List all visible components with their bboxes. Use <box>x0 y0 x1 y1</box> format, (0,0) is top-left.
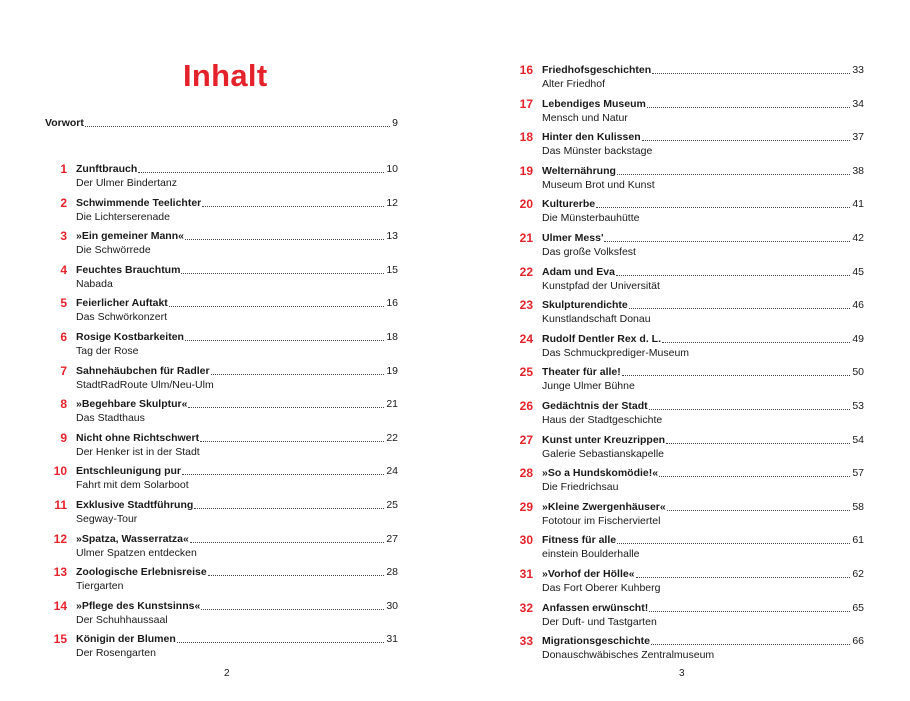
toc-page-number: 46 <box>852 299 864 312</box>
toc-page-number: 45 <box>852 265 864 278</box>
toc-entry-title: Schwimmende Teelichter <box>76 196 202 209</box>
toc-entry[interactable] <box>45 531 398 561</box>
page-number-left: 2 <box>224 668 230 679</box>
toc-entry-title: Rudolf Dentler Rex d. L. <box>542 332 662 345</box>
toc-entry-subtitle: Das Schmuckprediger-Museum <box>542 346 690 359</box>
toc-entry-title: Gedächtnis der Stadt <box>542 400 648 412</box>
toc-entry-subtitle: Die Münsterbauhütte <box>542 212 640 225</box>
toc-page-number: 30 <box>386 599 398 612</box>
toc-entry-number: 3 <box>60 229 67 244</box>
toc-entry-line <box>76 295 398 311</box>
toc-page-number: 41 <box>852 198 864 211</box>
toc-entry-title: »Pflege des Kunstsinns« <box>76 599 201 612</box>
toc-entry-title: Nicht ohne Richtschwert <box>76 431 200 444</box>
leader-dots <box>185 340 384 341</box>
leader-dots <box>622 375 851 376</box>
toc-entry-line <box>542 196 864 212</box>
toc-page-number: 42 <box>852 232 864 244</box>
toc-entry-title: Vorwort <box>45 117 84 129</box>
toc-entry-line <box>76 329 398 345</box>
toc-entry-subtitle: Kunstpfad der Universität <box>542 279 660 292</box>
toc-entry-number: 32 <box>519 600 533 615</box>
toc-entry-number: 8 <box>60 397 67 412</box>
toc-page-number: 13 <box>386 230 398 243</box>
toc-entry-number: 23 <box>519 298 533 313</box>
toc-page-number: 24 <box>386 465 398 478</box>
leader-dots <box>662 342 850 343</box>
toc-entry-number: 9 <box>60 430 67 445</box>
toc-entry-subtitle: Donauschwäbisches Zentralmuseum <box>542 649 715 662</box>
toc-page-number: 28 <box>386 566 398 579</box>
toc-entry-line <box>542 264 864 280</box>
toc-entry-title: Friedhofsgeschichten <box>542 64 652 76</box>
toc-entry-number: 14 <box>53 598 67 613</box>
toc-entry-line <box>542 62 864 78</box>
toc-entry-number: 21 <box>519 231 533 245</box>
toc-entry-line <box>542 398 864 414</box>
toc-entry-line <box>76 228 398 244</box>
toc-entry[interactable] <box>511 432 864 462</box>
toc-entry[interactable] <box>511 264 864 294</box>
toc-entry[interactable] <box>511 633 864 663</box>
toc-entry-line <box>76 631 398 647</box>
toc-entry-line <box>76 430 398 446</box>
toc-entry-subtitle: Mensch und Natur <box>542 111 628 124</box>
toc-page-number: 61 <box>852 534 864 547</box>
toc-entry-number: 12 <box>53 531 67 546</box>
toc-entry-subtitle: Fototour im Fischerviertel <box>542 514 661 527</box>
leader-dots <box>616 275 850 276</box>
leader-dots <box>211 374 385 375</box>
toc-entry-subtitle: Die Lichterserenade <box>76 210 170 223</box>
toc-entry-subtitle: Die Schwörrede <box>76 244 151 257</box>
leader-dots <box>649 409 851 410</box>
toc-entry-subtitle: Der Duft- und Tastgarten <box>542 615 657 628</box>
toc-page-number: 38 <box>852 164 864 177</box>
toc-entry-subtitle: Fahrt mit dem Solarboot <box>76 479 189 492</box>
toc-entry-number: 29 <box>519 499 533 514</box>
toc-entry-subtitle: Der Rosengarten <box>76 647 156 660</box>
toc-page-number: 65 <box>852 601 864 614</box>
toc-entry[interactable] <box>511 331 864 361</box>
toc-entry[interactable] <box>45 262 398 292</box>
toc-entry-number: 17 <box>519 96 533 111</box>
toc-entry-title: »Begehbare Skulptur« <box>76 398 188 411</box>
toc-entry-number: 1 <box>60 162 67 176</box>
toc-entry-number: 2 <box>60 195 67 210</box>
toc-entry-title: »Vorhof der Hölle« <box>542 568 635 580</box>
right-page <box>455 0 910 701</box>
leader-dots <box>200 441 384 442</box>
toc-entry-line <box>542 432 864 448</box>
toc-entry[interactable] <box>45 228 398 258</box>
leader-dots <box>647 107 850 108</box>
toc-entry-subtitle: Ulmer Spatzen entdecken <box>76 546 197 559</box>
toc-entry-title: Exklusive Stadtführung <box>76 499 194 511</box>
toc-entry-subtitle: einstein Boulderhalle <box>542 548 640 561</box>
toc-entry[interactable] <box>45 396 398 426</box>
toc-entry-line <box>542 364 864 380</box>
toc-entry-line <box>76 396 398 412</box>
toc-entry-subtitle: Das Fort Oberer Kuhberg <box>542 582 661 594</box>
toc-entry-line <box>542 96 864 112</box>
toc-page-number: 10 <box>386 163 398 175</box>
toc-entry-title: Migrationsgeschichte <box>542 635 650 648</box>
toc-entry-title: Fitness für alle <box>542 534 617 547</box>
toc-page-number: 50 <box>852 366 864 379</box>
toc-entry-number: 28 <box>519 466 533 481</box>
toc-entry-number: 25 <box>519 365 533 380</box>
leader-dots <box>666 443 850 444</box>
toc-entry-title: »Ein gemeiner Mann« <box>76 230 184 243</box>
toc-page-number: 12 <box>386 196 398 209</box>
toc-entry-subtitle: Alter Friedhof <box>542 78 606 90</box>
toc-entry-number: 7 <box>60 363 67 378</box>
toc-entry-title: Feuchtes Brauchtum <box>76 263 181 276</box>
toc-entry[interactable] <box>45 463 398 493</box>
toc-entry-subtitle: Die Friedrichsau <box>542 481 619 494</box>
toc-entry-number: 4 <box>60 262 67 277</box>
toc-entry-number: 22 <box>519 264 533 279</box>
toc-entry-line <box>76 195 398 211</box>
toc-entry-title: Kulturerbe <box>542 198 596 211</box>
toc-entry-title: Entschleunigung pur <box>76 465 181 478</box>
toc-page-number: 19 <box>386 364 398 377</box>
toc-entry-title: Welternährung <box>542 164 616 177</box>
toc-entry-line <box>76 463 398 479</box>
toc-entry[interactable] <box>511 96 864 126</box>
toc-entry-subtitle: Nabada <box>76 277 113 290</box>
toc-entry[interactable] <box>511 196 864 226</box>
leader-dots <box>636 577 851 578</box>
toc-entry-title: »So a Hundskomödie!« <box>542 467 659 480</box>
toc-page-number: 62 <box>852 568 864 580</box>
toc-entry-line <box>542 230 864 246</box>
toc-entry-title: Adam und Eva <box>542 265 615 278</box>
toc-entry[interactable] <box>45 295 398 325</box>
toc-entry-line <box>542 600 864 616</box>
toc-entry-line <box>542 129 864 145</box>
toc-entry[interactable] <box>45 564 398 594</box>
toc-entry[interactable] <box>511 600 864 630</box>
toc-entry[interactable] <box>511 163 864 193</box>
toc-entry[interactable] <box>511 129 864 159</box>
toc-entry-line <box>542 499 864 515</box>
leader-dots <box>169 306 385 307</box>
toc-page-number: 22 <box>386 431 398 444</box>
toc-entry-subtitle: Das große Volksfest <box>542 246 636 258</box>
toc-entry-title: Feierlicher Auftakt <box>76 297 168 310</box>
leader-dots <box>202 206 384 207</box>
leader-dots <box>667 510 851 511</box>
toc-entry[interactable] <box>45 161 398 191</box>
toc-entry-number: 33 <box>519 634 533 649</box>
toc-entry[interactable] <box>511 364 864 394</box>
leader-dots <box>85 126 390 127</box>
toc-entry-number: 19 <box>519 163 533 178</box>
leader-dots <box>188 407 384 408</box>
toc-entry-number: 24 <box>519 331 533 346</box>
toc-page-number: 54 <box>852 433 864 446</box>
toc-entry[interactable] <box>511 499 864 529</box>
toc-entry[interactable] <box>45 363 398 393</box>
toc-entry-line <box>542 532 864 548</box>
toc-entry-line <box>76 161 398 177</box>
toc-entry-subtitle: Junge Ulmer Bühne <box>542 380 635 393</box>
toc-entry-number: 27 <box>519 432 533 447</box>
toc-entry-number: 10 <box>53 464 67 479</box>
toc-page-number: 66 <box>852 635 864 648</box>
toc-entry-line <box>76 598 398 614</box>
toc-entry-number: 15 <box>53 632 67 647</box>
leader-dots <box>185 239 384 240</box>
toc-entry[interactable] <box>511 62 864 92</box>
toc-entry-subtitle: Haus der Stadtgeschichte <box>542 414 663 426</box>
toc-entry-subtitle: Das Schwörkonzert <box>76 311 168 324</box>
toc-page-number: 57 <box>852 467 864 480</box>
toc-entry-number: 5 <box>60 296 67 311</box>
toc-entry-title: Theater für alle! <box>542 366 621 379</box>
toc-entry-number: 30 <box>519 533 533 548</box>
toc-entry[interactable] <box>45 631 398 661</box>
toc-entry-line <box>542 297 864 313</box>
toc-entry-title: Kunst unter Kreuzrippen <box>542 433 666 446</box>
toc-entry-title: Anfassen erwünscht! <box>542 601 649 614</box>
leader-dots <box>138 172 384 173</box>
toc-entry[interactable] <box>511 297 864 327</box>
page-title: Inhalt <box>183 58 268 93</box>
leader-dots <box>177 642 385 643</box>
toc-page-number: 33 <box>852 64 864 76</box>
toc-entry[interactable] <box>45 329 398 359</box>
toc-page-number: 27 <box>386 532 398 545</box>
toc-entry-line <box>76 363 398 379</box>
leader-dots <box>604 241 850 242</box>
toc-entry-subtitle: Kunstlandschaft Donau <box>542 313 651 326</box>
leader-dots <box>652 73 850 74</box>
toc-entry-line <box>542 633 864 649</box>
toc-page-number: 58 <box>852 500 864 513</box>
leader-dots <box>642 140 851 141</box>
toc-page-number: 21 <box>386 398 398 411</box>
toc-entry-subtitle: Museum Brot und Kunst <box>542 178 655 191</box>
toc-entry-title: Sahnehäubchen für Radler <box>76 364 210 377</box>
toc-entry-subtitle: Tiergarten <box>76 580 124 593</box>
toc-page-number: 49 <box>852 332 864 345</box>
toc-entry-line <box>76 531 398 547</box>
toc-entry-title: Zunftbrauch <box>76 163 138 175</box>
toc-entry-title: Lebendiges Museum <box>542 97 646 110</box>
toc-page-number: 15 <box>386 263 398 276</box>
toc-page-number: 18 <box>386 331 398 343</box>
leader-dots <box>617 174 850 175</box>
toc-entry-number: 16 <box>519 63 533 77</box>
toc-entry-subtitle: Segway-Tour <box>76 513 138 525</box>
leader-dots <box>208 575 385 576</box>
toc-entry-title: Zoologische Erlebnisreise <box>76 566 207 579</box>
leader-dots <box>617 543 850 544</box>
toc-entry-number: 6 <box>60 330 67 344</box>
toc-entry-subtitle: Der Schuhhaussaal <box>76 613 168 626</box>
toc-entry-subtitle: Der Ulmer Bindertanz <box>76 177 177 189</box>
toc-entry-number: 20 <box>519 197 533 212</box>
leader-dots <box>194 508 384 509</box>
toc-entry-line <box>542 465 864 481</box>
leader-dots <box>659 476 850 477</box>
toc-entry-title: »Spatza, Wasserratza« <box>76 532 189 545</box>
toc-entry[interactable] <box>45 430 398 460</box>
toc-entry-number: 18 <box>519 130 533 145</box>
toc-entry-title: Skulpturendichte <box>542 299 628 312</box>
toc-entry[interactable] <box>511 465 864 495</box>
toc-entry-subtitle: Tag der Rose <box>76 345 139 357</box>
toc-entry-line <box>542 163 864 179</box>
toc-entry[interactable] <box>511 230 864 260</box>
toc-entry-subtitle: Galerie Sebastianskapelle <box>542 447 664 460</box>
toc-entry-title: »Kleine Zwergenhäuser« <box>542 500 666 513</box>
toc-entry-title: Hinter den Kulissen <box>542 131 641 144</box>
leader-dots <box>182 474 384 475</box>
toc-entry-subtitle: StadtRadRoute Ulm/Neu-Ulm <box>76 378 214 391</box>
page-number-right: 3 <box>679 668 685 679</box>
toc-entry[interactable] <box>45 195 398 225</box>
toc-entry-line <box>76 497 398 513</box>
toc-entry-vorwort[interactable] <box>45 115 398 131</box>
leader-dots <box>596 207 850 208</box>
toc-page-number: 25 <box>386 499 398 511</box>
leader-dots <box>651 644 850 645</box>
toc-entry[interactable] <box>511 532 864 562</box>
toc-entry-line <box>76 262 398 278</box>
leader-dots <box>201 609 384 610</box>
leader-dots <box>181 273 384 274</box>
toc-entry-number: 11 <box>54 498 67 512</box>
toc-entry[interactable] <box>511 398 864 428</box>
toc-entry-title: Ulmer Mess' <box>542 232 604 244</box>
toc-entry-line <box>542 566 864 582</box>
toc-page-number: 16 <box>386 297 398 310</box>
toc-entry-number: 26 <box>519 399 533 413</box>
toc-entry-title: Königin der Blumen <box>76 633 176 646</box>
leader-dots <box>629 308 851 309</box>
toc-page-number: 9 <box>392 117 398 129</box>
toc-entry-subtitle: Der Henker ist in der Stadt <box>76 445 200 458</box>
toc-entry-number: 31 <box>519 567 533 581</box>
toc-page-number: 34 <box>852 97 864 110</box>
toc-entry-subtitle: Das Stadthaus <box>76 412 145 425</box>
toc-entry[interactable] <box>45 497 398 527</box>
toc-entry-line <box>76 564 398 580</box>
leader-dots <box>649 611 850 612</box>
toc-page-number: 37 <box>852 131 864 144</box>
toc-entry[interactable] <box>511 566 864 596</box>
toc-entry-subtitle: Das Münster backstage <box>542 145 653 158</box>
toc-page-number: 53 <box>852 400 864 412</box>
toc-entry[interactable] <box>45 598 398 628</box>
toc-entry-title: Rosige Kostbarkeiten <box>76 331 184 343</box>
toc-entry-number: 13 <box>53 565 67 580</box>
leader-dots <box>190 542 384 543</box>
toc-page-number: 31 <box>386 633 398 646</box>
toc-entry-line <box>542 331 864 347</box>
